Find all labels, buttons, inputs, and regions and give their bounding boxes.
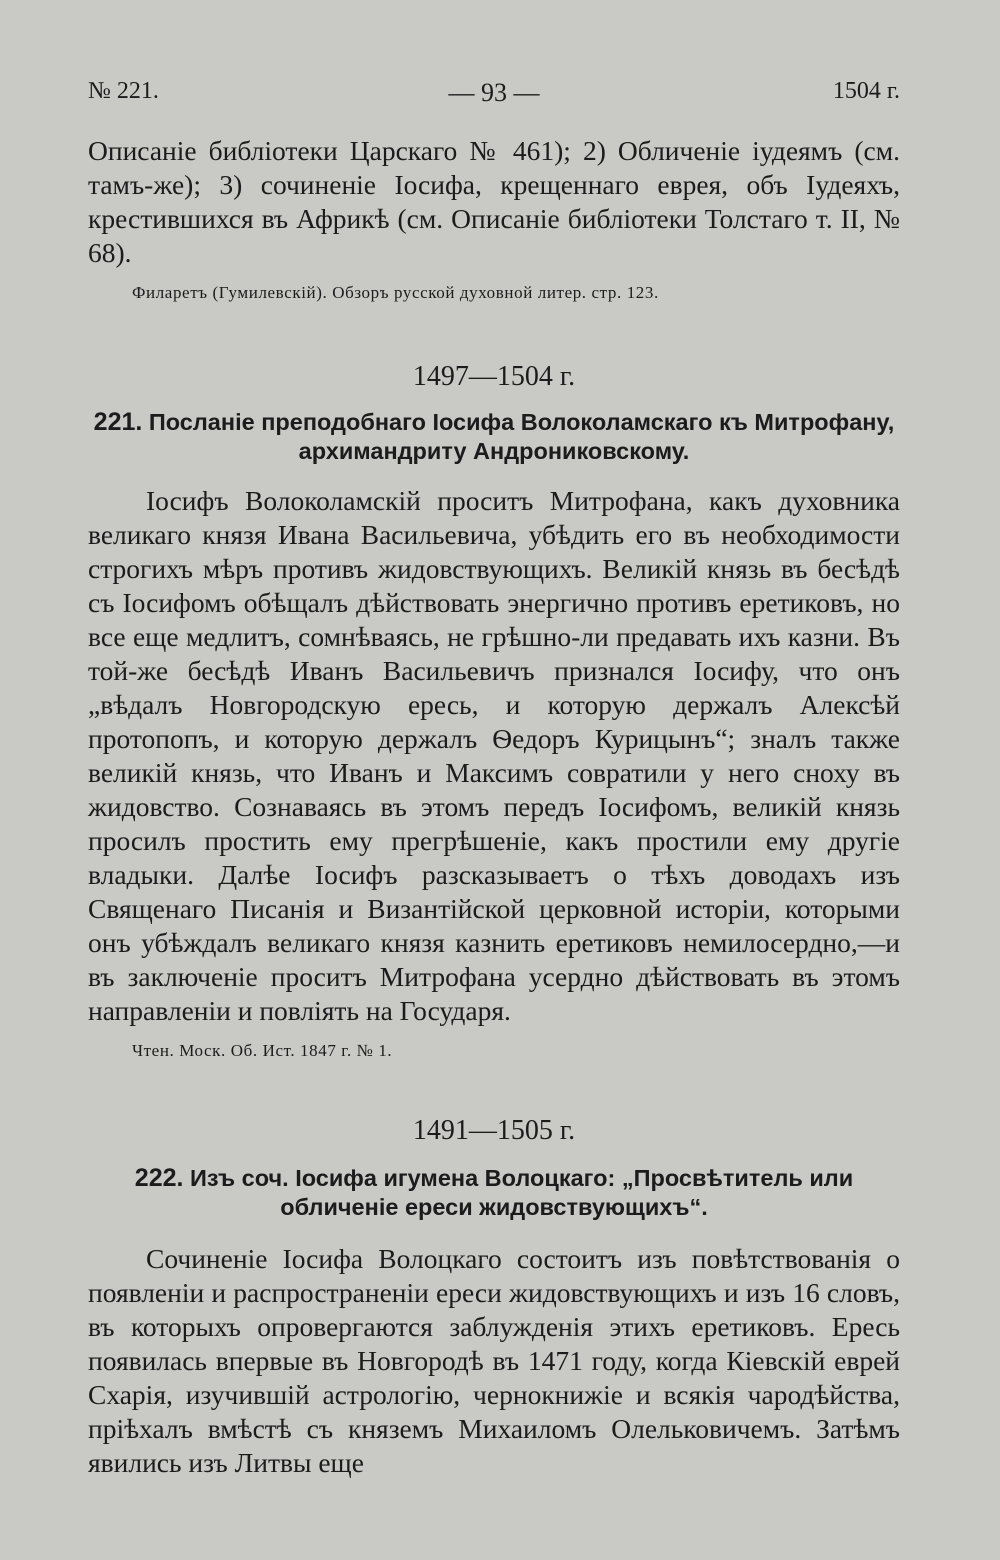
header-document-number: № 221. (88, 78, 159, 104)
page-number: — 93 — (448, 78, 540, 107)
section-221-source-citation: Чтен. Моск. Об. Ист. 1847 г. № 1. (132, 1041, 393, 1060)
header-year: 1504 г. (832, 78, 900, 104)
running-header (88, 78, 900, 114)
section-221-number: 221. (93, 408, 143, 436)
section-222-title: Изъ соч. Іосифа игумена Волоцкаго: „Просвѣтитель или обличеніе ереси жидовствующихъ“. (190, 1165, 854, 1220)
section-221-heading (88, 408, 900, 466)
intro-source-citation: Филаретъ (Гумилевскій). Обзоръ русской духовной литер. стр. 123. (132, 283, 659, 302)
page-content (88, 134, 900, 1480)
section-221-title: Посланіе преподобнаго Іосифа Волоколамскаго къ Митрофану, архимандриту Андрониковскому. (148, 409, 895, 464)
intro-paragraph: Описаніе библіотеки Царскаго № 461); 2) Обличеніе іудеямъ (см. тамъ-же); 3) сочиненіе Іосифа, крещеннаго еврея, объ Іудеяхъ, крестившихся въ Африкѣ (см. Описаніе библіотеки Толстаго т. II, № 68). (88, 135, 900, 268)
section-221-body: Іосифъ Волоколамскій проситъ Митрофана, какъ духовника великаго князя Ивана Васильевича, убѣдить его въ необходимости строгихъ мѣръ противъ жидовствующихъ. Великій князь въ бесѣдѣ съ Іосифомъ обѣщалъ дѣйствовать энергично противъ еретиковъ, но все еще медлитъ, сомнѣваясь, не грѣшно-ли предавать ихъ казни. Въ той-же бесѣдѣ Иванъ Васильевичъ признался Іосифу, что онъ „вѣдалъ Новгородскую ересь, и которую держалъ Алексѣй протопопъ, и которую держалъ Ѳедоръ Курицынъ“; зналъ также великій князь, что Иванъ и Максимъ совратили у него сноху въ жидовство. Сознаваясь въ этомъ передъ Іосифомъ, великій князь просилъ простить ему прегрѣшеніе, какъ простили ему другіе владыки. Далѣе Іосифъ разсказываетъ о тѣхъ доводахъ изъ Священаго Писанія и Византійской церковной исторіи, которыми онъ убѣждалъ великаго князя казнить еретиковъ немилосердно,—и въ заключеніе проситъ Митрофана усердно дѣйствовать въ этомъ направленіи и повліять на Государя. (88, 485, 900, 1026)
section-222-years: 1491—1505 г. (412, 1115, 576, 1146)
section-222-heading (88, 1164, 900, 1222)
section-222-body: Сочиненіе Іосифа Волоцкаго состоитъ изъ повѣтствованія о появленіи и распространеніи ереси жидовствующихъ и изъ 16 словъ, въ которыхъ опровергаются заблужденія этихъ еретиковъ. Ересь появилась впервые въ Новгородѣ въ 1471 году, когда Кіевскій еврей Схарія, изучившій астрологію, чернокнижіе и всякія чародѣйства, пріѣхалъ вмѣстѣ съ княземъ Михаиломъ Олельковичемъ. Затѣмъ явились изъ Литвы еще (88, 1243, 900, 1478)
section-222-number: 222. (134, 1164, 184, 1192)
section-221-years: 1497—1504 г. (412, 361, 576, 392)
